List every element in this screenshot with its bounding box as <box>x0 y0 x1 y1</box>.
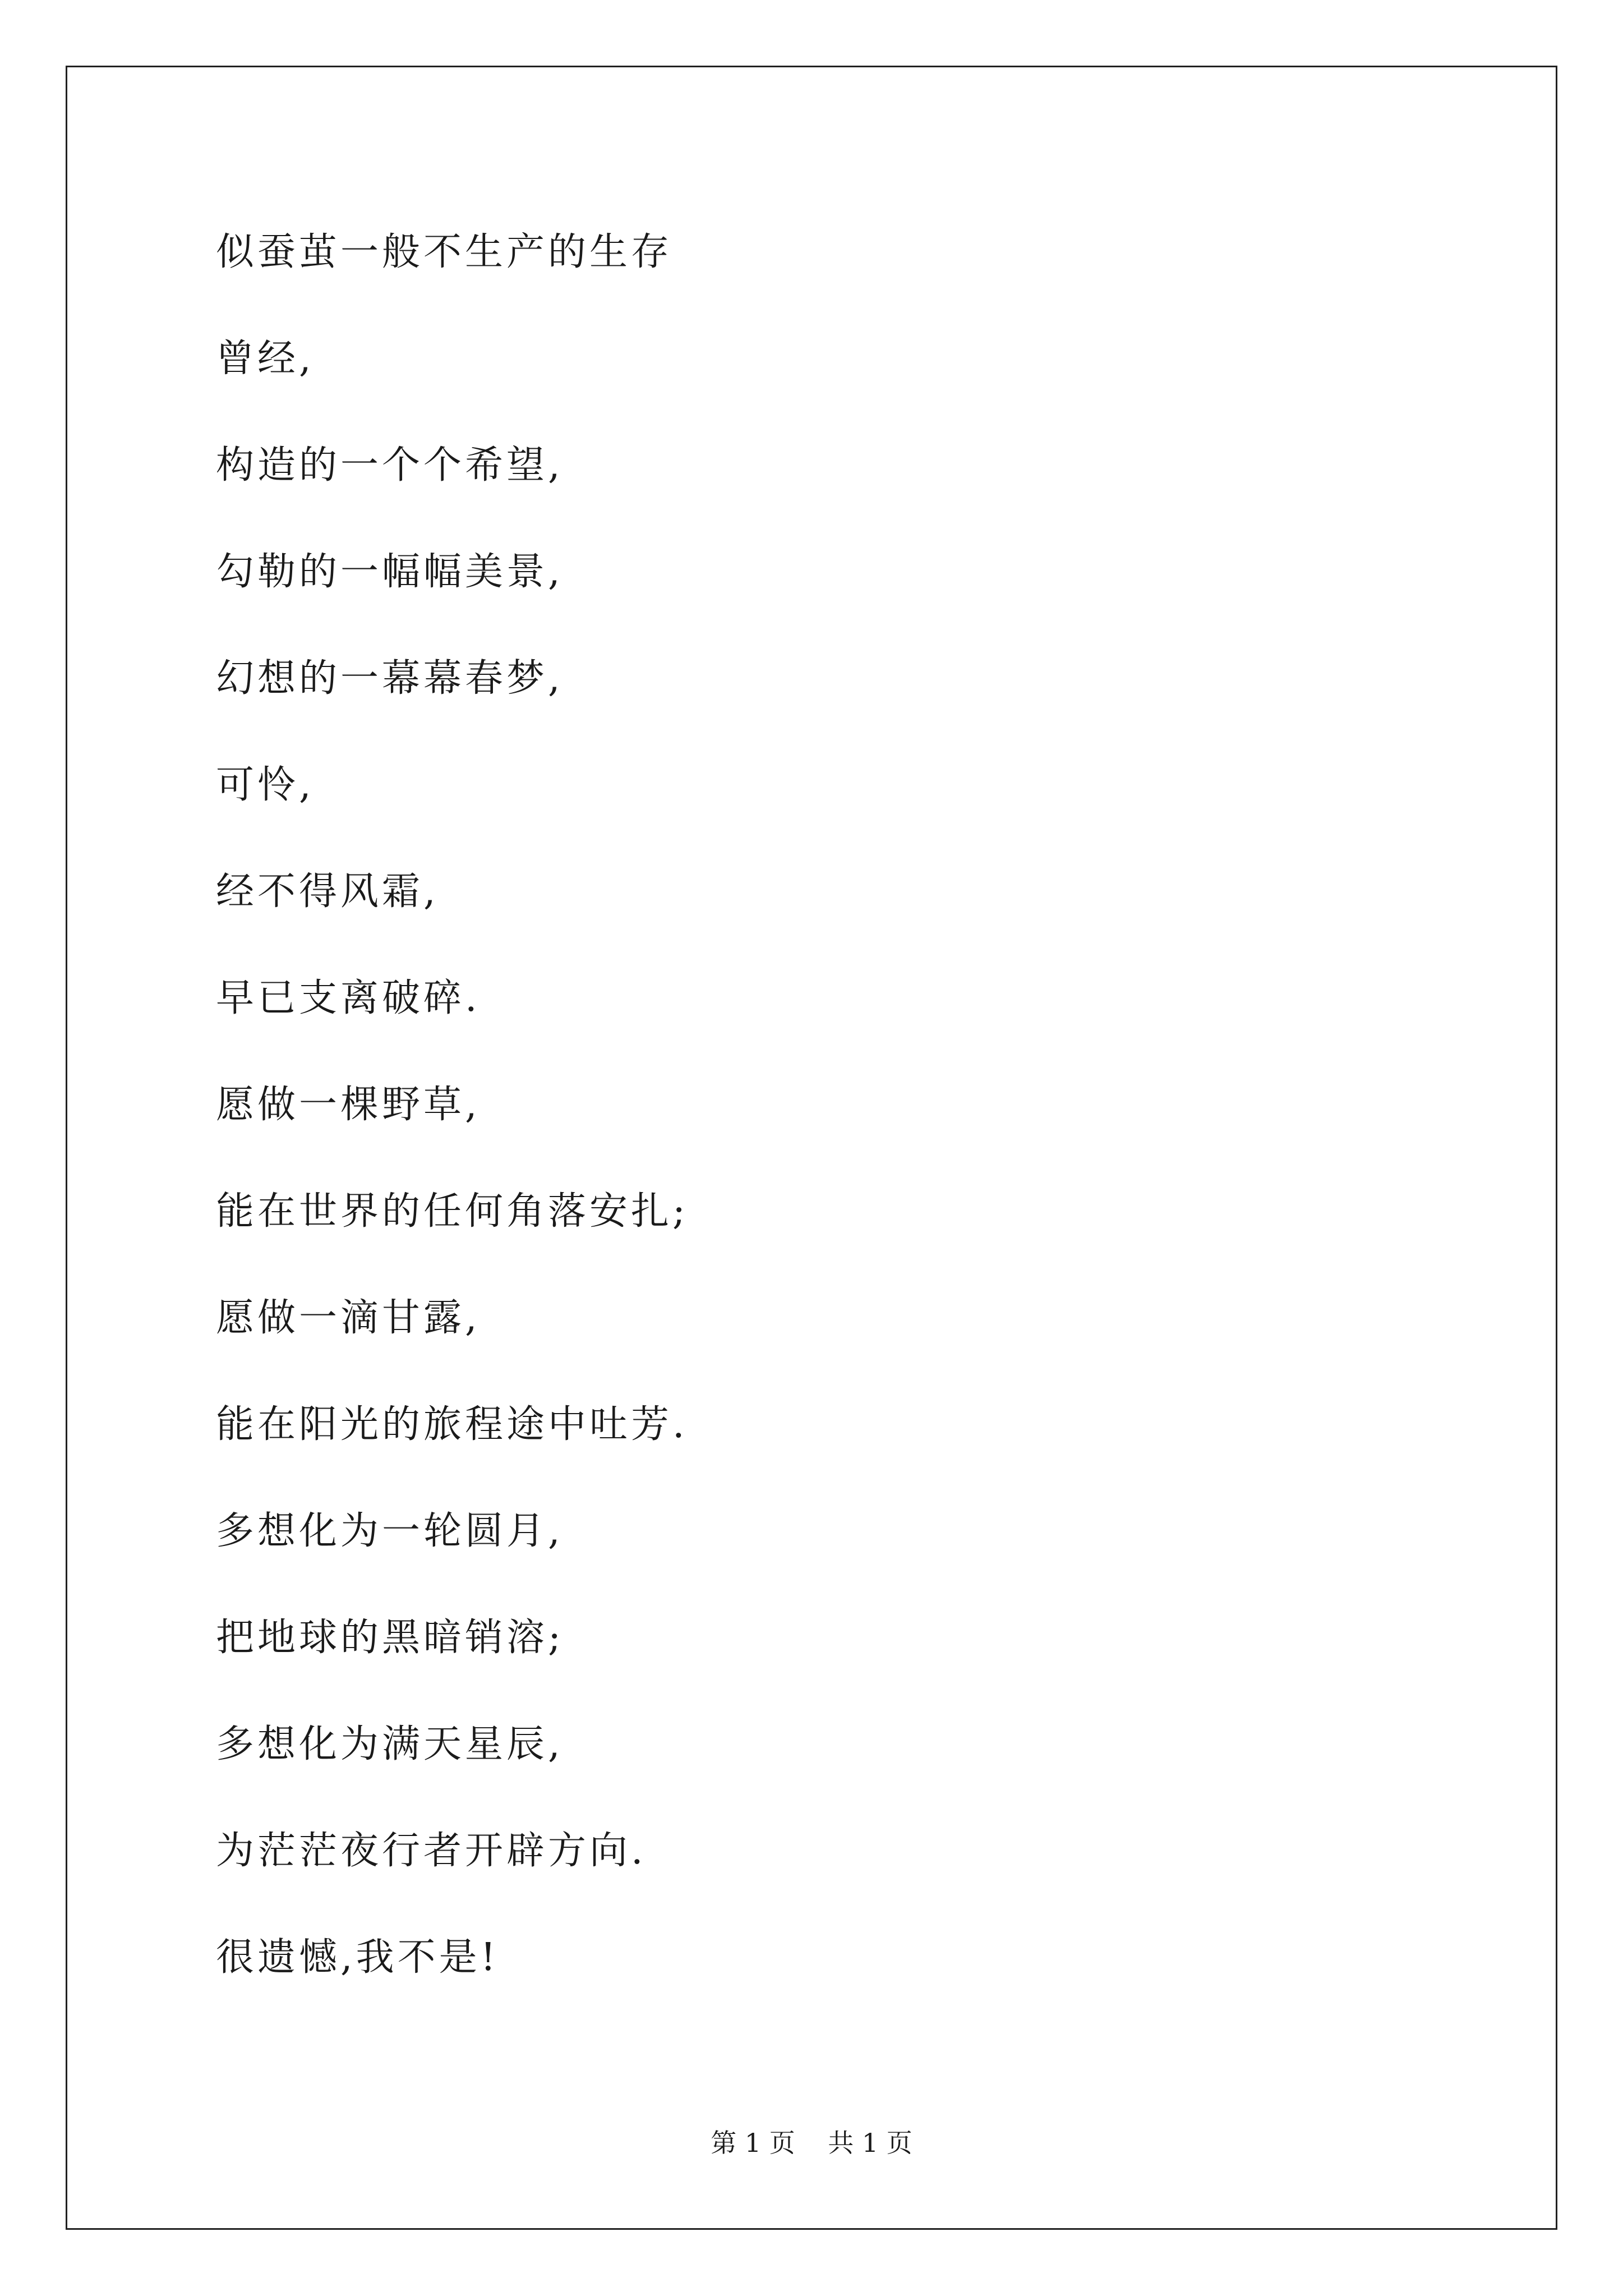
poem-line: 经不得风霜, <box>216 869 439 914</box>
page-number-footer: 第 1 页 共 1 页 <box>711 2128 912 2158</box>
poem-line: 愿做一棵野草, <box>216 1083 481 1127</box>
poem-line: 多想化为满天星辰, <box>216 1722 564 1766</box>
poem-line: 能在阳光的旅程途中吐芳. <box>216 1402 688 1447</box>
poem-line: 可怜, <box>216 763 315 807</box>
poem-line: 把地球的黑暗销溶; <box>216 1616 564 1660</box>
poem-line: 构造的一个个希望, <box>216 443 564 487</box>
poem-line: 幻想的一幕幕春梦, <box>216 656 564 701</box>
poem-line: 多想化为一轮圆月, <box>216 1509 564 1553</box>
poem-line: 能在世界的任何角落安扎; <box>216 1189 689 1234</box>
poem-line: 为茫茫夜行者开辟方向. <box>216 1829 647 1873</box>
poem-line: 曾经, <box>216 337 315 381</box>
poem-line: 很遗憾,我不是! <box>216 1935 499 1980</box>
poem-line: 愿做一滴甘露, <box>216 1296 481 1340</box>
poem-body <box>216 210 689 2022</box>
poem-line: 早已支离破碎. <box>216 976 481 1020</box>
poem-line: 似蚕茧一般不生产的生存 <box>216 230 673 274</box>
poem-line: 勾勒的一幅幅美景, <box>216 550 564 594</box>
